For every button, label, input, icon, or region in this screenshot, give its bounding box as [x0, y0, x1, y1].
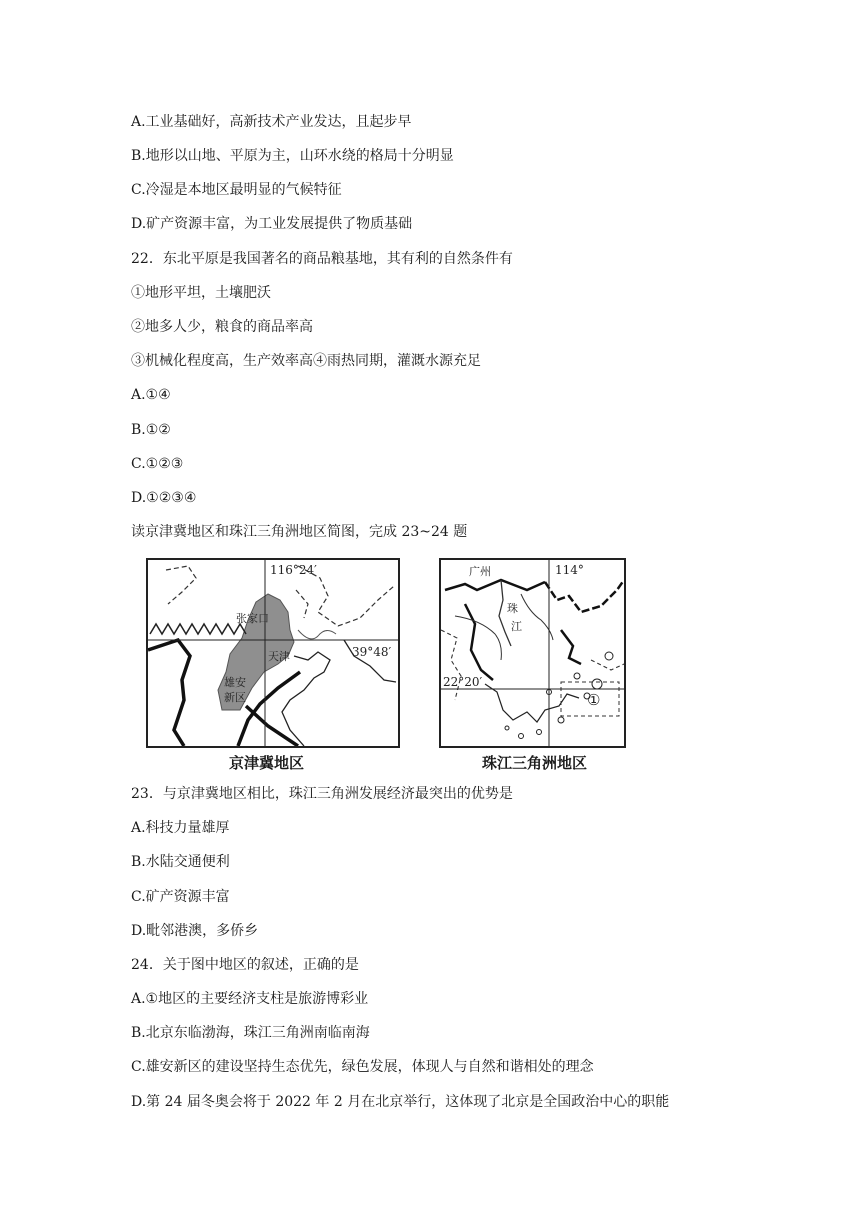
prd-coastline — [485, 684, 579, 722]
option-23-a: A.科技力量雄厚 — [131, 820, 230, 836]
option-24-b: B.北京东临渤海，珠江三角洲南临南海 — [131, 1025, 370, 1041]
caption-prd: 珠江三角洲地区 — [482, 754, 588, 772]
lon-label-jjj: 116°24′ — [270, 563, 317, 577]
province-boundary — [148, 640, 190, 746]
marker-1: ① — [587, 691, 601, 709]
label-zhu: 珠 — [507, 602, 518, 615]
lat-label-jjj: 39°48′ — [352, 645, 392, 659]
option-22-a: A.①④ — [131, 387, 171, 403]
option-21-a: A.工业基础好，高新技术产业发达，且起步早 — [131, 114, 412, 130]
statement-3-4: ③机械化程度高，生产效率高④雨热同期，灌溉水源充足 — [131, 353, 481, 369]
label-guangzhou: 广州 — [469, 565, 491, 578]
map-prd — [439, 558, 626, 748]
statement-2: ②地多人少，粮食的商品率高 — [131, 319, 313, 335]
option-24-c: C.雄安新区的建设坚持生态优先，绿色发展，体现人与自然和谐相处的理念 — [131, 1059, 594, 1075]
map-instruction: 读京津冀地区和珠江三角洲地区简图，完成 23~24 题 — [131, 524, 468, 540]
label-xiongan-1: 雄安 — [224, 676, 246, 689]
option-21-d: D.矿产资源丰富，为工业发展提供了物质基础 — [131, 216, 413, 232]
question-22-stem: 22．东北平原是我国著名的商品粮基地，其有利的自然条件有 — [131, 251, 513, 267]
option-22-d: D.①②③④ — [131, 490, 197, 506]
label-jiang: 江 — [511, 620, 522, 633]
option-21-c: C.冷湿是本地区最明显的气候特征 — [131, 182, 342, 198]
map-jingjinji — [146, 558, 400, 748]
statement-1: ①地形平坦，土壤肥沃 — [131, 285, 271, 301]
map-jingjinji-drawing — [148, 560, 398, 746]
question-24-stem: 24．关于图中地区的叙述，正确的是 — [131, 957, 359, 973]
option-24-a: A.①地区的主要经济支柱是旅游博彩业 — [131, 991, 369, 1007]
question-23-stem: 23．与京津冀地区相比，珠江三角洲发展经济最突出的优势是 — [131, 786, 513, 802]
lat-label-prd: 22°20′ — [443, 675, 483, 689]
mountain-symbols — [150, 624, 246, 634]
map-prd-drawing — [441, 560, 624, 746]
option-23-d: D.毗邻港澳，多侨乡 — [131, 923, 259, 939]
option-24-d: D.第 24 届冬奥会将于 2022 年 2 月在北京举行，这体现了北京是全国政治中心的职能 — [131, 1094, 670, 1110]
lon-label-prd: 114° — [555, 563, 584, 577]
label-tianjin: 天津 — [268, 650, 290, 663]
caption-jingjinji: 京津冀地区 — [229, 754, 305, 772]
option-22-b: B.①② — [131, 422, 171, 438]
option-21-b: B.地形以山地、平原为主，山环水绕的格局十分明显 — [131, 148, 454, 164]
option-22-c: C.①②③ — [131, 456, 184, 472]
option-23-c: C.矿产资源丰富 — [131, 889, 230, 905]
prd-boundary — [445, 580, 545, 590]
label-xiongan-2: 新区 — [224, 691, 246, 704]
label-zhangjiakou: 张家口 — [236, 612, 269, 625]
coastline — [282, 652, 330, 746]
option-23-b: B.水陆交通便利 — [131, 854, 230, 870]
